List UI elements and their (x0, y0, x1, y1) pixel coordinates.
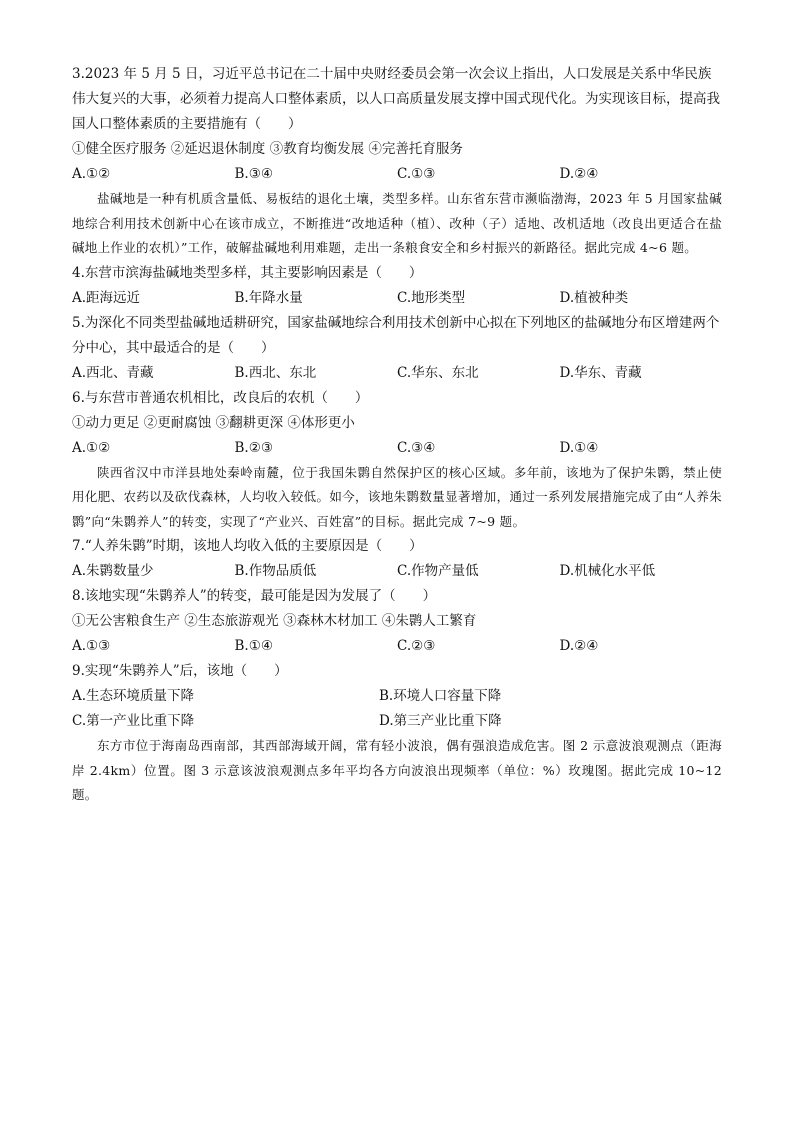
option-a: A.西北、青藏 (72, 364, 154, 381)
option-c: C.①③ (397, 166, 436, 182)
question-4-options (72, 286, 722, 311)
question-3-stem: 3.2023 年 5 月 5 日，习近平总书记在二十届中央财经委员会第一次会议上指出，人口发展是关系中华民族伟大复兴的大事，必须着力提高人口整体素质，以人口高质量发展支撑中国式现代化。为实现该目标，提高我国人口整体素质的主要措施有（ ） (72, 66, 720, 132)
option-b: B.①④ (234, 638, 273, 654)
option-c: C.华东、东北 (397, 364, 479, 381)
question-7-stem: 7.“人养朱鹮”时期，该地人均收入低的主要原因是（ ） (72, 538, 423, 554)
question-8-stem: 8.该地实现“朱鹮养人”的转变，最可能是因为发展了（ ） (72, 588, 437, 604)
option-d: D.第三产业比重下降 (379, 713, 502, 729)
exam-page (72, 62, 722, 808)
question-8-options (72, 634, 722, 659)
option-d: D.②④ (559, 638, 599, 654)
option-c: C.作物产量低 (397, 563, 479, 579)
option-b: B.作物品质低 (234, 563, 317, 579)
question-3-options (72, 162, 722, 187)
option-a: A.①② (72, 439, 111, 456)
question-3-items: ①健全医疗服务 ②延迟退休制度 ③教育均衡发展 ④完善托育服务 (72, 141, 463, 157)
passage-crested-ibis: 陕西省汉中市洋县地处秦岭南麓，位于我国朱鹮自然保护区的核心区域。多年前，该地为了保护朱鹮，禁止使用化肥、农药以及砍伐森林，人均收入较低。如今，该地朱鹮数量显著增加，通过一系列发展措施完成了由“人养朱鹮”向“朱鹮养人”的转变，实现了“产业兴、百姓富”的目标。据此完成 7~9 题。 (72, 464, 722, 529)
option-c: C.③④ (397, 439, 436, 456)
question-6-stem: 6.与东营市普通农机相比，改良后的农机（ ） (72, 389, 369, 406)
question-7-options (72, 559, 722, 584)
option-a: A.生态环境质量下降 (72, 688, 195, 704)
option-a: A.①③ (72, 638, 111, 654)
option-c: C.第一产业比重下降 (72, 713, 195, 729)
question-9-stem: 9.实现“朱鹮养人”后，该地（ ） (72, 663, 288, 679)
option-c: C.地形类型 (397, 289, 466, 306)
question-9-options-row1 (72, 684, 722, 709)
option-b: B.西北、东北 (234, 364, 317, 381)
option-b: B.环境人口容量下降 (379, 688, 502, 704)
question-8-items: ①无公害粮食生产 ②生态旅游观光 ③森林木材加工 ④朱鹮人工繁育 (72, 613, 477, 629)
option-d: D.华东、青藏 (559, 364, 642, 381)
option-c: C.②③ (397, 638, 436, 654)
option-d: D.机械化水平低 (559, 563, 656, 579)
option-d: D.①④ (559, 439, 599, 456)
question-5-stem: 5.为深化不同类型盐碱地适耕研究，国家盐碱地综合利用技术创新中心拟在下列地区的盐碱地分布区增建两个分中心，其中最适合的是（ ） (72, 314, 720, 356)
option-d: D.②④ (559, 166, 599, 182)
question-9-options-row2 (72, 709, 722, 734)
option-b: B.③④ (234, 166, 273, 182)
option-a: A.朱鹮数量少 (72, 563, 154, 579)
question-6-options (72, 436, 722, 461)
question-4-stem: 4.东营市滨海盐碱地类型多样，其主要影响因素是（ ） (72, 264, 423, 281)
option-a: A.①② (72, 166, 111, 182)
question-5-options (72, 361, 722, 386)
option-a: A.距海远近 (72, 289, 141, 306)
option-d: D.植被种类 (559, 289, 629, 306)
option-b: B.②③ (234, 439, 273, 456)
option-b: B.年降水量 (234, 289, 303, 306)
passage-dongfang-waves: 东方市位于海南岛西南部，其西部海域开阔，常有轻小波浪，偶有强浪造成危害。图 2 示意波浪观测点（距海岸 2.4km）位置。图 3 示意该波浪观测点多年平均各方向波浪出现频率（单位：%）玫瑰图。据此完成 10~12 题。 (72, 738, 722, 802)
question-6-items: ①动力更足 ②更耐腐蚀 ③翻耕更深 ④体形更小 (72, 414, 355, 431)
passage-saline-land: 盐碱地是一种有机质含量低、易板结的退化土壤，类型多样。山东省东营市濒临渤海，2023 年 5 月国家盐碱地综合利用技术创新中心在该市成立，不断推进“改地适种（植）、改种（子）适地、改机适地（改良出更适合在盐碱地上作业的农机）”工作，破解盐碱地利用难题，走出一条粮食安全和乡村振兴的新路径。据此完成 4~6 题。 (72, 191, 722, 255)
